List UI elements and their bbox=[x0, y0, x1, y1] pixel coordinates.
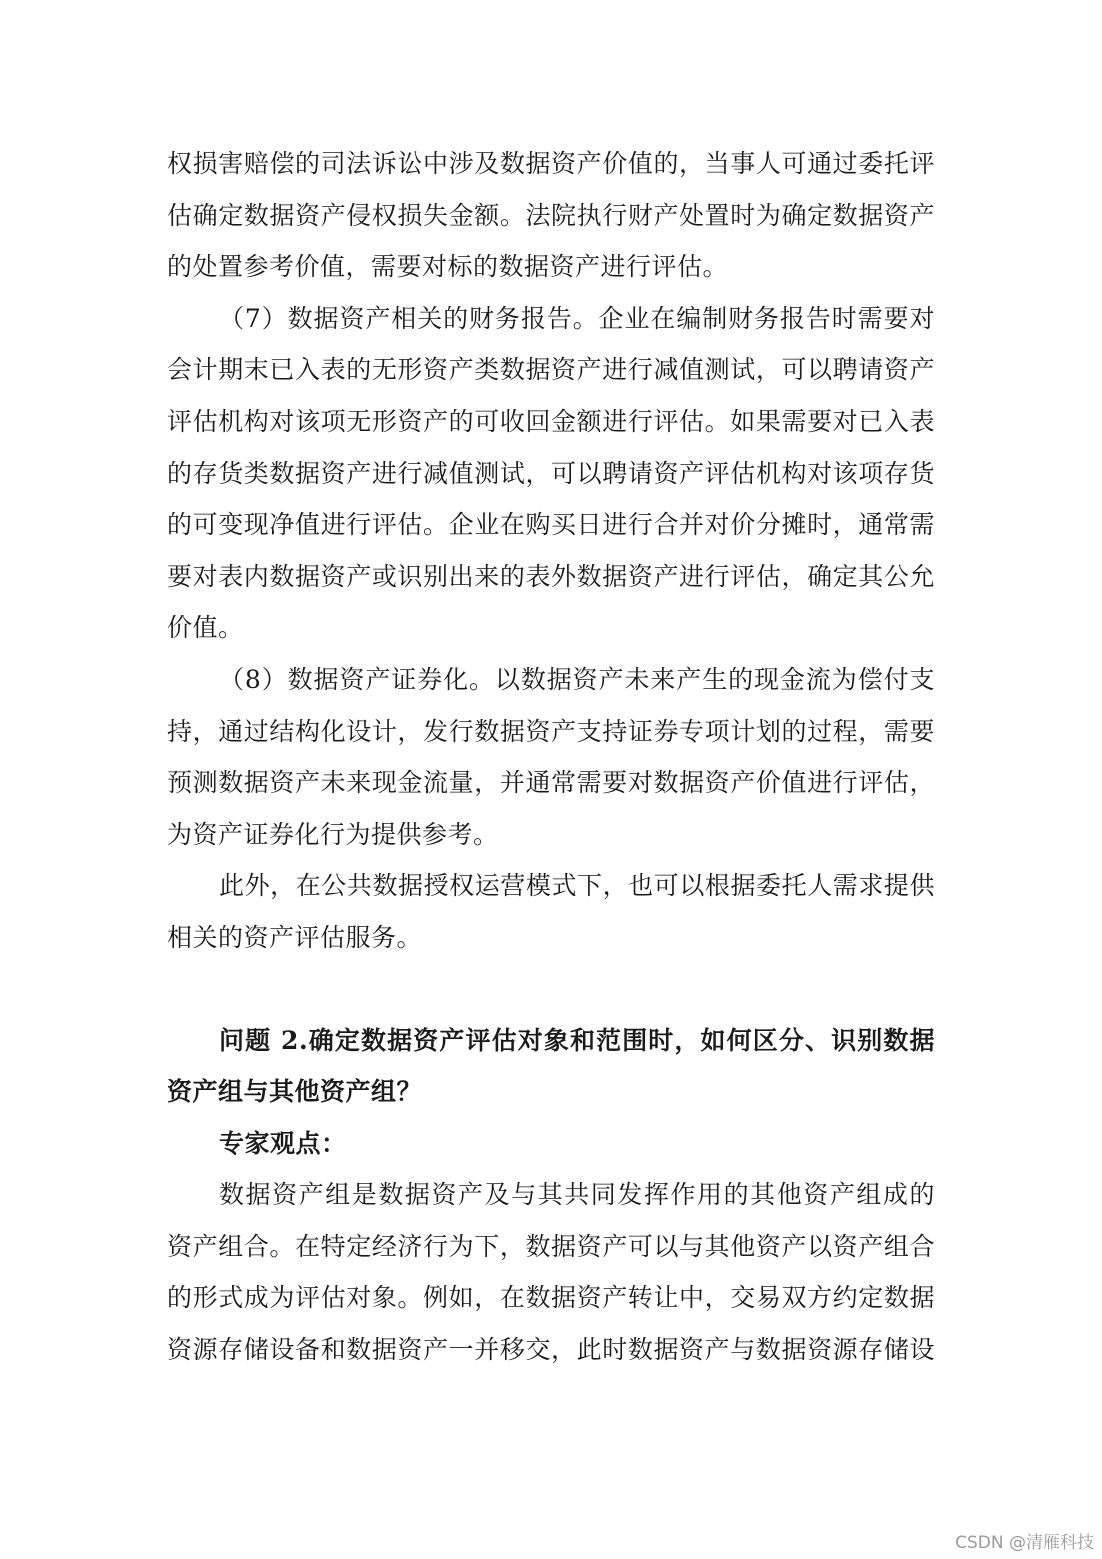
question-heading bbox=[167, 1015, 935, 1118]
text-line: 相关的资产评估服务。 bbox=[167, 922, 423, 952]
document-body bbox=[167, 138, 935, 1376]
text-line: 的处置参考价值，需要对标的数据资产进行评估。 bbox=[167, 252, 729, 282]
paragraph-data-asset-group bbox=[167, 1169, 935, 1375]
text-line: 权损害赔偿的司法诉讼中涉及数据资产价值的，当事人可通过委托评 bbox=[167, 149, 935, 178]
text-line: 要对表内数据资产或识别出来的表外数据资产进行评估，确定其公允 bbox=[167, 561, 935, 591]
text-line: 的存货类数据资产进行减值测试，可以聘请资产评估机构对该项存货 bbox=[167, 458, 935, 488]
heading-line: 问题 2.确定数据资产评估对象和范围时，如何区分、识别数据 bbox=[219, 1025, 935, 1055]
paragraph-financial-report bbox=[167, 293, 935, 654]
csdn-watermark: CSDN @清雁科技 bbox=[955, 1533, 1094, 1553]
paragraph-securitization bbox=[167, 654, 935, 860]
text-line: 资源存储设备和数据资产一并移交，此时数据资产与数据资源存储设 bbox=[167, 1335, 935, 1365]
text-line: 数据资产组是数据资产及与其共同发挥作用的其他资产组成的 bbox=[219, 1180, 935, 1210]
paragraph-litigation bbox=[167, 138, 935, 293]
text-line: （7）数据资产相关的财务报告。企业在编制财务报告时需要对 bbox=[219, 303, 935, 333]
heading-line: 资产组与其他资产组？ bbox=[167, 1077, 423, 1107]
text-line: （8）数据资产证券化。以数据资产未来产生的现金流为偿付支 bbox=[219, 664, 935, 694]
text-line: 预测数据资产未来现金流量，并通常需要对数据资产价值进行评估， bbox=[167, 768, 935, 798]
section-spacer bbox=[167, 964, 935, 1015]
text-line: 评估机构对该项无形资产的可收回金额进行评估。如果需要对已入表 bbox=[167, 406, 935, 436]
text-line: 价值。 bbox=[167, 613, 244, 643]
text-line: 的可变现净值进行评估。企业在购买日进行合并对价分摊时，通常需 bbox=[167, 510, 935, 540]
text-line: 持，通过结构化设计，发行数据资产支持证券专项计划的过程，需要 bbox=[167, 716, 935, 746]
text-line: 会计期末已入表的无形资产类数据资产进行减值测试，可以聘请资产 bbox=[167, 355, 935, 385]
text-line: 估确定数据资产侵权损失金额。法院执行财产处置时为确定数据资产 bbox=[167, 200, 935, 230]
text-line: 为资产证券化行为提供参考。 bbox=[167, 819, 499, 849]
paragraph-public-data bbox=[167, 860, 935, 963]
text-line: 资产组合。在特定经济行为下，数据资产可以与其他资产以资产组合 bbox=[167, 1231, 935, 1261]
expert-opinion-label: 专家观点： bbox=[219, 1128, 347, 1158]
text-line: 此外，在公共数据授权运营模式下，也可以根据委托人需求提供 bbox=[219, 871, 935, 901]
text-line: 的形式成为评估对象。例如，在数据资产转让中，交易双方约定数据 bbox=[167, 1283, 935, 1313]
